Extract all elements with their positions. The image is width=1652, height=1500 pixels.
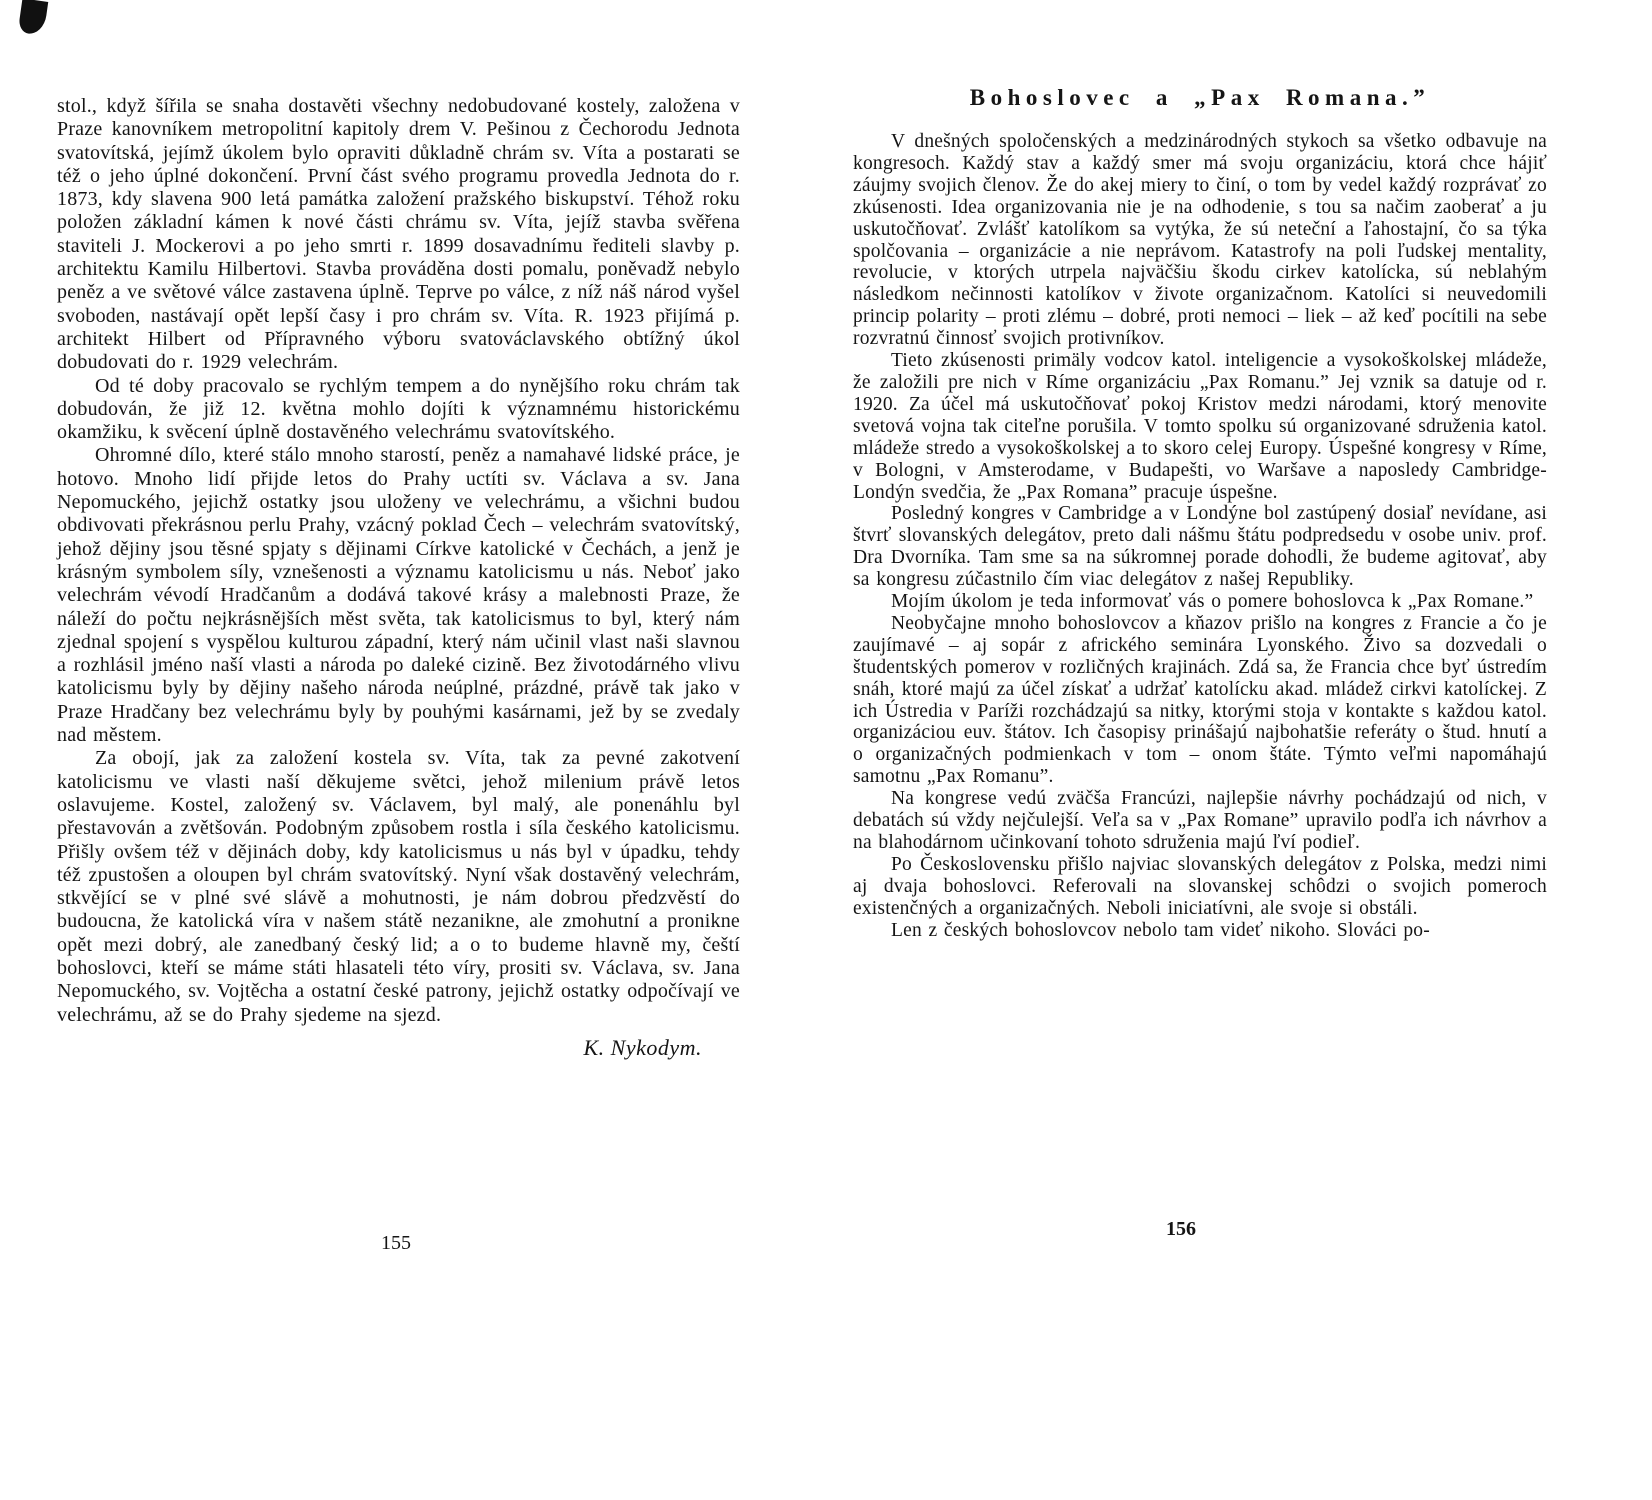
paragraph: Mojím úkolom je teda informovať vás o pomere bohoslovca k „Pax Romane.” — [891, 591, 1534, 613]
paragraph: Po Československu přišlo najviac slovanských delegátov z Polska, medzi nimi aj dvaja bohoslovci. Referovali na slovanskej schôdzi o svojich pomeroch existenčných a organizačných. Neboli iniciatívni, ale svoje si obstáli. — [853, 853, 1547, 919]
paragraph: Neobyčajne mnoho bohoslovcov a kňazov prišlo na kongres z Francie a čo je zaujímavé – aj sopár z afrického seminára Lyonského. Živo sa dozvedali o študentských pomerov v rozličných krajinách. Zdá sa, že Francia chce byť ústredím snáh, ktoré majú za účel získať a udržať katolícku akad. mládež cirkvi katolíckej. Z ich Ústredia v Paríži rozchádzajú sa nitky, ktorými stoja v kontakte s každou katol. organizáciou euv. štátov. Ich časopisy prinášajú najbohatšie referáty o štud. hnutí a o organizačných podmienkach v tom – onom štáte. Týmto veľmi napomáhajú samotnu „Pax Romanu”. — [853, 612, 1547, 788]
paragraph: stol., když šířila se snaha dostavěti všechny nedobudované kostely, založena v Praze kanovníkem metropolitní kapitoly drem V. Pešinou z Čechorodu Jednota svatovítská, jejímž úkolem bylo opraviti důkladně chrám sv. Víta a postarati se též o jeho úplné dokončení. První část svého programu provedla Jednota do r. 1873, kdy slavena 900 letá památka založení pražského biskupství. Téhož roku položen základní kámen k nové části chrámu sv. Víta, jejíž stavba svěřena staviteli J. Mockerovi a po jeho smrti r. 1899 dosavadnímu řediteli slavby p. architektu Kamilu Hilbertovi. Stavba prováděna dosti pomalu, poněvadž nebylo peněz a ve světové válce zastavena úplně. Teprve po válce, z níž náš národ vyšel svoboden, nastávají opět lepší časy i pro chrám sv. Víta. R. 1923 přijímá p. architekt Hilbert od Přípravného výboru svatováclavského obtížný úkol dobudovati do r. 1929 velechrám. — [57, 95, 740, 374]
right-page-text — [853, 131, 1547, 942]
right-page-number: 156 — [1166, 1218, 1196, 1240]
paragraph: Tieto zkúsenosti primäly vodcov katol. inteligencie a vysokoškolskej mládeže, že založili pre nich v Ríme organizáciu „Pax Romanu.” Jej vznik sa datuje od r. 1920. Za účel má uskutočňovať pokoj Kristov medzi národami, ktorý menovite svetová vojna tak citeľne porušila. V tomto spolku sú organizované sdruženia katol. mládeže stredo a vysokoškolskej a to skoro celej Europy. Úspešné kongresy v Ríme, v Bologni, v Amsterodame, v Budapešti, vo Waršave a naposledy Cambridge-Londýn svedčia, že „Pax Romana” pracuje úspešne. — [853, 350, 1547, 503]
paragraph: V dnešných spoločenských a medzinárodných stykoch sa všetko odbavuje na kongresoch. Každý stav a každý smer má svoju organizáciu, ktorá chce hájiť záujmy svojich členov. Že do akej miery to činí, o tom by vedel každý rozprávať zo zkúsenosti. Idea organizovania nie je na odhodenie, s tou sa načim zaoberať a ju uskutočňovať. Zvlášť katolíkom sa vytýka, že sú neteční a ľahostajní, čo sa týka spolčovania – organizácie a nie neprávom. Katastrofy na poli ľudskej mentality, revolucie, v ktorých utrpela najväčšiu škodu cirkev katolícka, sú neblahým následkom nečinnosti katolíkov v živote organizačnom. Katolíci si neuvedomili princip polarity – proti zlému – dobré, proti nemoci – liek – až keď pocítili na sebe rozvratnú činnosť svojich protivníkov. — [853, 131, 1547, 350]
right-page — [853, 85, 1547, 942]
left-page-number: 155 — [381, 1232, 411, 1254]
left-page-text — [57, 95, 740, 1027]
paragraph: Od té doby pracovalo se rychlým tempem a do nynějšího roku chrám tak dobudován, že již 12. května mohlo dojíti k významnému historickému okamžiku, k svěcení úplně dostavěného velechrámu svatovítského. — [57, 374, 740, 444]
scan-artifact — [18, 0, 48, 36]
paragraph: Na kongrese vedú zväčša Francúzi, najlepšie návrhy pochádzajú od nich, v debatách sú vždy nejčulejší. Veľa sa v „Pax Romane” upravilo podľa ich návrhov a na blahodárnom učinkovaní tohoto sdruženia majú ľví podieľ. — [853, 788, 1547, 853]
paragraph: Posledný kongres v Cambridge a v Londýne bol zastúpený dosiaľ nevídane, asi štvrť slovanských delegátov, preto dali nášmu štátu podpredsedu v osobe univ. prof. Dra Dvorníka. Tam sme sa na súkromnej porade dohodli, že budeme agitovať, aby sa kongresu zúčastnilo čím viac delegátov z našej Republiky. — [853, 503, 1547, 591]
paragraph: Ohromné dílo, které stálo mnoho starostí, peněz a namahavé lidské práce, je hotovo. Mnoho lidí přijde letos do Prahy uctíti sv. Václava a sv. Jana Nepomuckého, jejichž ostatky jsou uloženy ve velechrámu, a všichni budou obdivovati překrásnou perlu Prahy, vzácný poklad Čech – velechrám svatovítský, jehož dějiny jsou těsné spjaty s dějinami Církve katolické v Čechách, a jenž je krásným symbolem síly, vznešenosti a významu katolicismu u nás. Neboť jako velechrám vévodí Hradčanům a dodává takové krásy a malebnosti Praze, že náleží do počtu nejkrásnějších měst světa, tak katolicismus to byl, který nám zjednal spojení s vyspělou kulturou západní, který nám učinil vlast naši slavnou a rozhlásil jméno naší vlasti a národa po daleké cizině. Bez životodárného vlivu katolicismu byly by dějiny našeho národa neúplné, prázdné, právě tak jako v Praze Hradčany bez velechrámu byly by pouhými kasárnami, jež by se zvedaly nad městem. — [57, 444, 740, 747]
article-title: Bohoslovec a „Pax Romana.” — [969, 85, 1431, 110]
author-signature: K. Nykodym. — [583, 1034, 702, 1060]
paragraph: Len z českých bohoslovcov nebolo tam videť nikoho. Slováci po- — [891, 919, 1430, 941]
left-page — [57, 95, 740, 1061]
paragraph: Za obojí, jak za založení kostela sv. Víta, tak za pevné zakotvení katolicismu ve vlasti naší děkujeme světci, jehož milenium právě letos oslavujeme. Kostel, založený sv. Václavem, byl malý, ale ponenáhlu byl přestavován a zvětšován. Podobným způsobem rostla i síla českého katolicismu. Přišly ovšem též v dějinách doby, kdy katolicismus u nás byl v úpadku, tehdy též zpustošen a oloupen byl chrám svatovítský. Nyní však dostavěný velechrám, stkvějící se v plné své slávě a mohutnosti, je nám dobrou předzvěstí do budoucna, že katolická víra v našem státě nezanikne, ale zmohutní a pronikne opět mezi dobrý, ale zanedbaný český lid; a o to budeme hlavně my, čeští bohoslovci, kteří se máme státi hlasateli této víry, prositi sv. Václava, sv. Jana Nepomuckého, sv. Vojtěcha a ostatní české patrony, jejichž ostatky odpočívají ve velechrámu, až se do Prahy sjedeme na sjezd. — [57, 747, 740, 1026]
